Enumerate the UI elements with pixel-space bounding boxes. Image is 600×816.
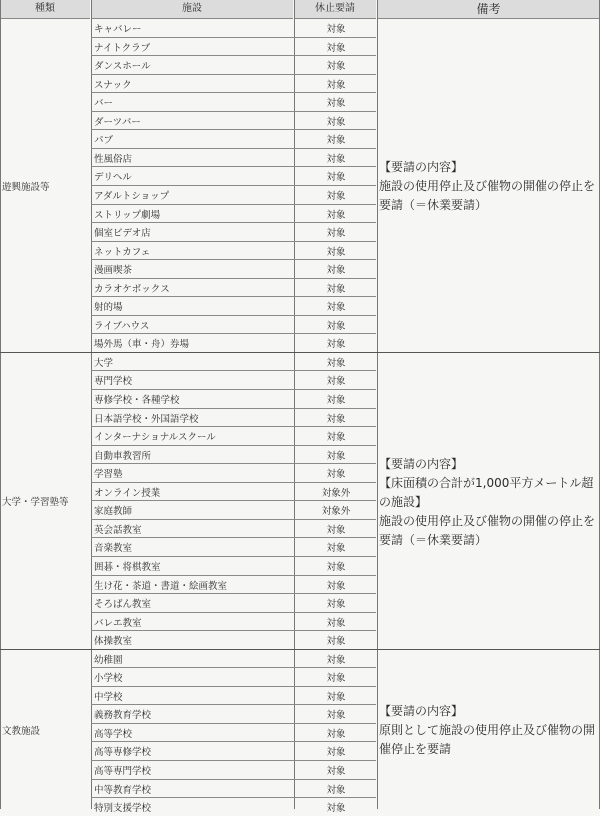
facility-name: 小学校 [94,673,123,685]
facility-name: 高等学校 [94,728,133,740]
facility-name: アダルトショップ [94,190,170,202]
notes-line: 要請（＝休業要請） [379,198,488,213]
facility-name: パブ [94,135,114,147]
notes-line: 【要請の内容】 [379,160,464,175]
request-status: 対象 [326,728,346,740]
facility-name: 高等専修学校 [94,747,152,759]
request-status: 対象 [326,673,346,685]
request-status: 対象 [326,654,346,666]
notes-line: 【床面積の合計が1,000平方メートル超 [379,475,594,490]
facility-name: 個室ビデオ店 [94,228,151,240]
header-category [0,0,90,19]
notes-block [379,158,597,215]
request-status: 対象 [326,784,346,796]
request-status: 対象 [326,469,346,481]
request-status: 対象 [326,302,346,314]
request-status: 対象 [326,599,346,611]
facility-name: ストリップ劇場 [94,209,161,221]
facility-name: 日本語学校・外国語学校 [94,413,199,425]
facility-name: 特別支援学校 [94,803,152,815]
request-status: 対象 [326,172,346,184]
request-status: 対象 [326,450,346,462]
header-request [294,0,376,19]
request-status: 対象 [326,98,346,110]
header-facility-label: 施設 [182,3,202,14]
facility-name: 専門学校 [94,376,133,388]
category-label: 遊興施設等 [2,181,50,193]
request-status: 対象 [326,803,346,815]
facility-name: 漫画喫茶 [94,265,133,277]
category-label: 文教施設 [2,725,41,737]
facility-name: 中等教育学校 [94,784,152,796]
facility-name: 場外馬（車・舟）券場 [94,339,190,351]
facility-name: ダンスホール [94,61,151,73]
notes-line: 【要請の内容】 [379,704,464,719]
notes-line: 原則として施設の使用停止及び催物の開 [379,723,596,738]
facility-name: 中学校 [94,691,123,703]
facility-name: ダーツバー [94,116,141,128]
request-status: 対象 [326,320,346,332]
request-status: 対象 [326,710,346,722]
request-status: 対象 [326,543,346,555]
request-status: 対象 [326,61,346,73]
request-status: 対象 [326,691,346,703]
request-status: 対象 [326,580,346,592]
facility-name: 専修学校・各種学校 [94,395,180,406]
notes-block [379,702,597,759]
request-status: 対象 [326,413,346,425]
facility-name: そろばん教室 [94,599,152,611]
facility-name: 音楽教室 [94,543,133,555]
header-notes-label: 備考 [476,2,501,16]
request-status: 対象 [326,209,346,221]
header-notes [377,0,600,19]
request-status: 対象 [326,153,346,165]
request-status: 対象外 [321,506,351,518]
header-request-label: 休止要請 [315,3,355,14]
facility-name: デリヘル [94,172,132,184]
request-status: 対象 [326,265,346,277]
request-status: 対象 [326,246,346,258]
notes-block [379,455,597,550]
facility-name: 体操教室 [94,636,133,648]
request-status: 対象 [326,524,346,536]
notes-line: 施設の使用停止及び催物の開催の停止を [379,513,596,528]
facility-name: 生け花・茶道・書道・絵画教室 [94,580,228,592]
request-status: 対象 [326,432,346,444]
request-status: 対象 [326,561,346,573]
facility-name: 幼稚園 [94,654,123,666]
request-status: 対象 [326,283,346,295]
request-status: 対象 [326,617,346,629]
facility-name: カラオケボックス [94,283,170,295]
request-status: 対象 [326,24,346,35]
facility-name: 家庭教師 [94,506,133,518]
request-status: 対象 [326,79,346,91]
facility-name: 英会話教室 [94,524,142,536]
facility-name: インターナショナルスクール [94,432,216,444]
request-status: 対象 [326,135,346,147]
request-status: 対象 [326,376,346,388]
request-status: 対象 [326,228,346,240]
facility-name: ライブハウス [94,320,150,332]
facility-name: 性風俗店 [94,153,133,165]
request-status: 対象 [326,116,346,128]
request-status: 対象 [326,395,346,406]
facility-name: バー [94,98,114,110]
notes-line: の施設】 [379,494,428,509]
request-status: 対象外 [321,487,351,499]
request-status: 対象 [326,747,346,759]
header-facility [91,0,293,19]
facility-name: 射的場 [94,302,123,314]
header-category-label: 種類 [35,3,55,14]
request-status: 対象 [326,42,346,54]
notes-line: 施設の使用停止及び催物の開催の停止を [379,179,596,194]
request-status: 対象 [326,339,346,351]
facility-name: バレエ教室 [94,617,142,629]
facility-name: 学習塾 [94,469,123,481]
facility-name: スナック [94,79,132,91]
request-status: 対象 [326,357,346,369]
notes-line: 要請（＝休業要請） [379,532,488,547]
request-status: 対象 [326,636,346,648]
facility-name: オンライン授業 [94,487,161,499]
request-status: 対象 [326,190,346,202]
facility-name: ネットカフェ [94,246,151,258]
facility-name: 高等専門学校 [94,766,152,777]
facility-name: 義務教育学校 [94,710,152,722]
category-label: 大学・学習塾等 [2,497,69,509]
notes-line: 催停止を要請 [379,742,452,757]
facility-name: キャバレー [94,24,142,35]
notes-line: 【要請の内容】 [379,456,464,471]
facility-name: 囲碁・将棋教室 [94,561,161,573]
facility-name: 自動車教習所 [94,450,152,462]
facility-name: ナイトクラブ [94,42,151,54]
facility-name: 大学 [94,357,114,369]
request-status: 対象 [326,766,346,777]
